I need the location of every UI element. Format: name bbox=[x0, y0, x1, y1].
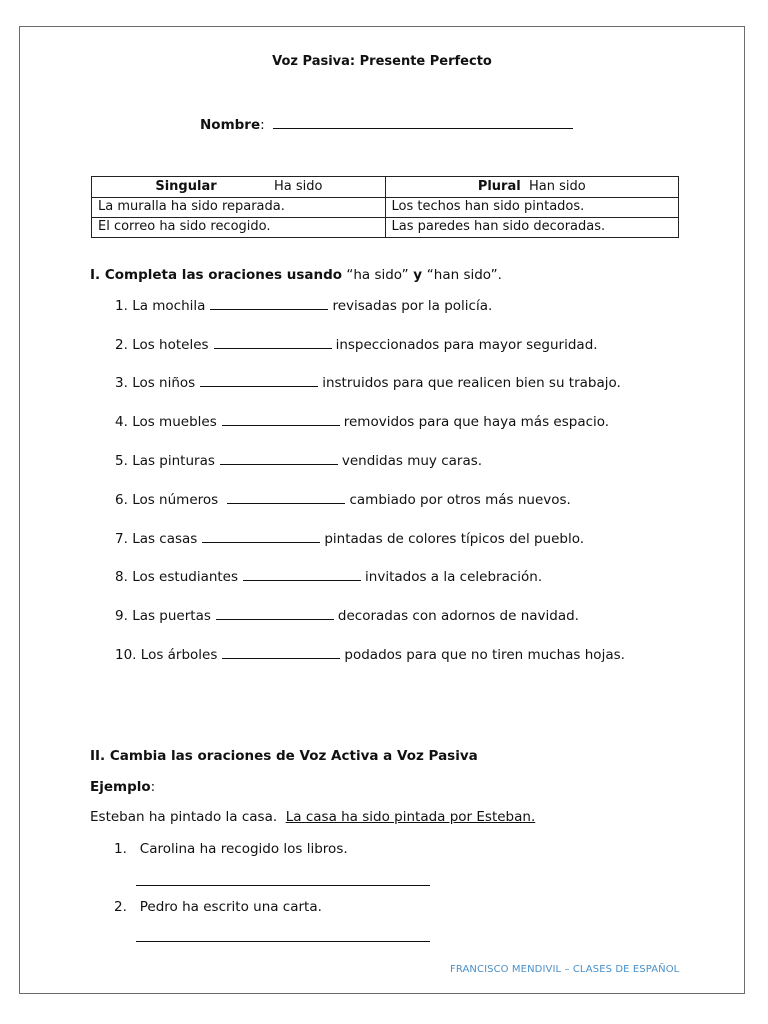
table-cell-plural: Los techos han sido pintados. bbox=[385, 198, 679, 218]
name-field bbox=[200, 117, 573, 133]
section-1-quote-1: “ha sido” bbox=[342, 267, 409, 283]
exercise-item bbox=[115, 569, 542, 585]
exercise-text-before: Los hoteles bbox=[132, 337, 209, 353]
exercise-item bbox=[115, 453, 482, 469]
singular-label: Singular bbox=[155, 179, 217, 194]
exercise-text-before: Los árboles bbox=[140, 647, 218, 663]
example-label-row bbox=[90, 779, 155, 795]
exercise-item bbox=[115, 647, 625, 663]
exercise-number: 10. bbox=[115, 647, 137, 663]
exercise-blank[interactable] bbox=[222, 425, 340, 426]
exercise-text-before: Las casas bbox=[132, 531, 198, 547]
plural-label: Plural bbox=[477, 179, 521, 194]
exercise-item bbox=[115, 414, 609, 430]
exercise-item bbox=[115, 531, 584, 547]
exercise-text-after: decoradas con adornos de navidad. bbox=[337, 608, 579, 624]
answer-line[interactable] bbox=[136, 885, 430, 886]
exercise-number: 6. bbox=[115, 492, 128, 508]
exercise-blank[interactable] bbox=[222, 658, 340, 659]
section-2-heading-text: II. Cambia las oraciones de Voz Activa a Voz Pasiva bbox=[90, 748, 478, 764]
worksheet-page bbox=[19, 26, 745, 994]
exercise-blank[interactable] bbox=[214, 348, 332, 349]
exercise-blank[interactable] bbox=[202, 542, 320, 543]
exercise-blank[interactable] bbox=[200, 386, 318, 387]
exercise-number: 5. bbox=[115, 453, 128, 469]
exercise-text-after: podados para que no tiren muchas hojas. bbox=[344, 647, 625, 663]
page-title: Voz Pasiva: Presente Perfecto bbox=[272, 54, 492, 69]
exercise-text-after: instruidos para que realicen bien su trabajo. bbox=[322, 375, 621, 391]
exercise-text-after: removidos para que haya más espacio. bbox=[343, 414, 610, 430]
singular-form: Ha sido bbox=[274, 179, 323, 194]
exercise-text-after: revisadas por la policía. bbox=[332, 298, 493, 314]
name-label: Nombre bbox=[200, 117, 261, 133]
exercise-text-after: inspeccionados para mayor seguridad. bbox=[335, 337, 598, 353]
exercise-text-before: Los estudiantes bbox=[132, 569, 239, 585]
plural-header bbox=[385, 177, 679, 198]
name-colon: : bbox=[260, 117, 265, 133]
name-blank-line[interactable] bbox=[273, 128, 573, 129]
exercise-text-after: cambiado por otros más nuevos. bbox=[349, 492, 571, 508]
transform-number: 2. bbox=[114, 899, 127, 915]
section-1-and: y bbox=[408, 267, 427, 283]
answer-line[interactable] bbox=[136, 941, 430, 942]
exercise-item bbox=[115, 337, 598, 353]
singular-header bbox=[92, 177, 386, 198]
plural-form: Han sido bbox=[528, 179, 586, 194]
exercise-blank[interactable] bbox=[220, 464, 338, 465]
exercise-number: 2. bbox=[115, 337, 128, 353]
example-passive-sentence: La casa ha sido pintada por Esteban. bbox=[285, 809, 536, 825]
section-2-heading bbox=[90, 748, 478, 764]
example-colon: : bbox=[150, 779, 156, 795]
exercise-item bbox=[115, 492, 571, 508]
section-1-heading bbox=[90, 267, 502, 283]
exercise-text-after: pintadas de colores típicos del pueblo. bbox=[324, 531, 585, 547]
exercise-number: 7. bbox=[115, 531, 128, 547]
exercise-item bbox=[115, 298, 492, 314]
exercise-number: 8. bbox=[115, 569, 128, 585]
table-row bbox=[92, 218, 679, 238]
exercise-blank[interactable] bbox=[227, 503, 345, 504]
table-header-row bbox=[92, 177, 679, 198]
exercise-blank[interactable] bbox=[210, 309, 328, 310]
example-label: Ejemplo bbox=[90, 779, 151, 795]
table-row bbox=[92, 198, 679, 218]
exercise-number: 1. bbox=[115, 298, 128, 314]
transform-item bbox=[114, 899, 322, 915]
transform-text: Carolina ha recogido los libros. bbox=[139, 841, 348, 857]
exercise-text-before: Los muebles bbox=[132, 414, 217, 430]
transform-item bbox=[114, 841, 348, 857]
table-cell-singular: El correo ha sido recogido. bbox=[92, 218, 386, 238]
table-cell-plural: Las paredes han sido decoradas. bbox=[385, 218, 679, 238]
section-1-quote-2: “han sido”. bbox=[426, 267, 502, 283]
exercise-text-before: La mochila bbox=[132, 298, 206, 314]
exercise-text-after: vendidas muy caras. bbox=[341, 453, 483, 469]
exercise-text-before: Las pinturas bbox=[132, 453, 215, 469]
exercise-blank[interactable] bbox=[216, 619, 334, 620]
example-active-sentence: Esteban ha pintado la casa. bbox=[90, 809, 278, 825]
exercise-item bbox=[115, 375, 621, 391]
exercise-blank[interactable] bbox=[243, 580, 361, 581]
transform-text: Pedro ha escrito una carta. bbox=[139, 899, 322, 915]
conjugation-table bbox=[91, 176, 679, 238]
exercise-number: 4. bbox=[115, 414, 128, 430]
example-sentence bbox=[90, 809, 535, 825]
exercise-number: 3. bbox=[115, 375, 128, 391]
table-cell-singular: La muralla ha sido reparada. bbox=[92, 198, 386, 218]
exercise-text-after: invitados a la celebración. bbox=[365, 569, 543, 585]
transform-number: 1. bbox=[114, 841, 127, 857]
exercise-item bbox=[115, 608, 579, 624]
exercise-text-before: Las puertas bbox=[132, 608, 211, 624]
exercise-text-before: Los niños bbox=[132, 375, 196, 391]
section-1-heading-bold: I. Completa las oraciones usando bbox=[90, 267, 343, 283]
exercise-number: 9. bbox=[115, 608, 128, 624]
exercise-text-before: Los números bbox=[132, 492, 223, 508]
footer-credit: FRANCISCO MENDIVIL – CLASES DE ESPAÑOL bbox=[450, 964, 680, 975]
